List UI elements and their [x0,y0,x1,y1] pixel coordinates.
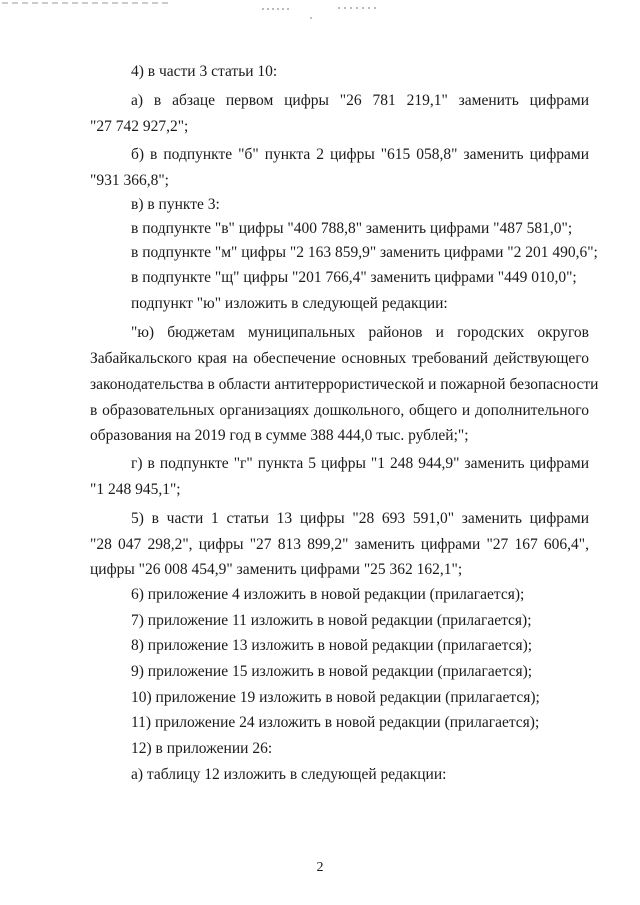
doc-line-28: а) таблицу 12 изложить в следующей редакции: [131,766,447,783]
doc-line-9: в подпункте "щ" цифры "201 766,4" заменить цифрами "449 010,0"; [131,269,577,286]
doc-line-20: цифры "26 008 454,9" заменить цифрами "25 362 162,1"; [90,561,463,578]
doc-line-19: "28 047 298,2", цифры "27 813 899,2" заменить цифрами "27 167 606,4", [90,536,589,553]
doc-line-16: г) в подпункте "г" пункта 5 цифры "1 248 944,9" заменить цифрами [131,455,589,472]
doc-line-4: б) в подпункте "б" пункта 2 цифры "615 058,8" заменить цифрами [131,146,589,163]
doc-line-22: 7) приложение 11 изложить в новой редакции (прилагается); [131,612,532,629]
doc-line-25: 10) приложение 19 изложить в новой редакции (прилагается); [131,689,540,706]
doc-line-12: Забайкальского края на обеспечение основных требований действующего [90,350,589,367]
doc-line-26: 11) приложение 24 изложить в новой редакции (прилагается); [131,714,540,731]
doc-line-24: 9) приложение 15 изложить в новой редакции (прилагается); [131,663,533,680]
doc-line-17: "1 248 945,1"; [90,481,181,498]
doc-line-7: в подпункте "в" цифры "400 788,8" заменить цифрами "487 581,0"; [131,220,573,237]
doc-line-23: 8) приложение 13 изложить в новой редакции (прилагается); [131,637,533,654]
doc-line-2: а) в абзаце первом цифры "26 781 219,1" заменить цифрами [131,92,589,109]
doc-line-1: 4) в части 3 статьи 10: [131,63,278,80]
doc-line-27: 12) в приложении 26: [131,740,273,757]
doc-line-3: "27 742 927,2"; [90,118,189,135]
doc-line-6: в) в пункте 3: [131,196,220,213]
doc-line-8: в подпункте "м" цифры "2 163 859,9" заменить цифрами "2 201 490,6"; [131,244,598,261]
doc-line-5: "931 366,8"; [90,172,169,189]
doc-line-21: 6) приложение 4 изложить в новой редакции (прилагается); [131,586,525,603]
doc-line-10: подпункт "ю" изложить в следующей редакции: [131,295,448,312]
doc-line-13: законодательства в области антитеррористической и пожарной безопасности [90,376,599,393]
doc-line-18: 5) в части 1 статьи 13 цифры "28 693 591,0" заменить цифрами [131,510,589,527]
doc-line-11: "ю) бюджетам муниципальных районов и городских округов [131,324,589,341]
scan-artifact-marks [0,0,640,30]
doc-line-14: в образовательных организациях дошкольного, общего и дополнительного [90,402,589,419]
page-number: 2 [316,860,324,875]
doc-line-15: образования на 2019 год в сумме 388 444,0 тыс. рублей;"; [90,427,469,444]
